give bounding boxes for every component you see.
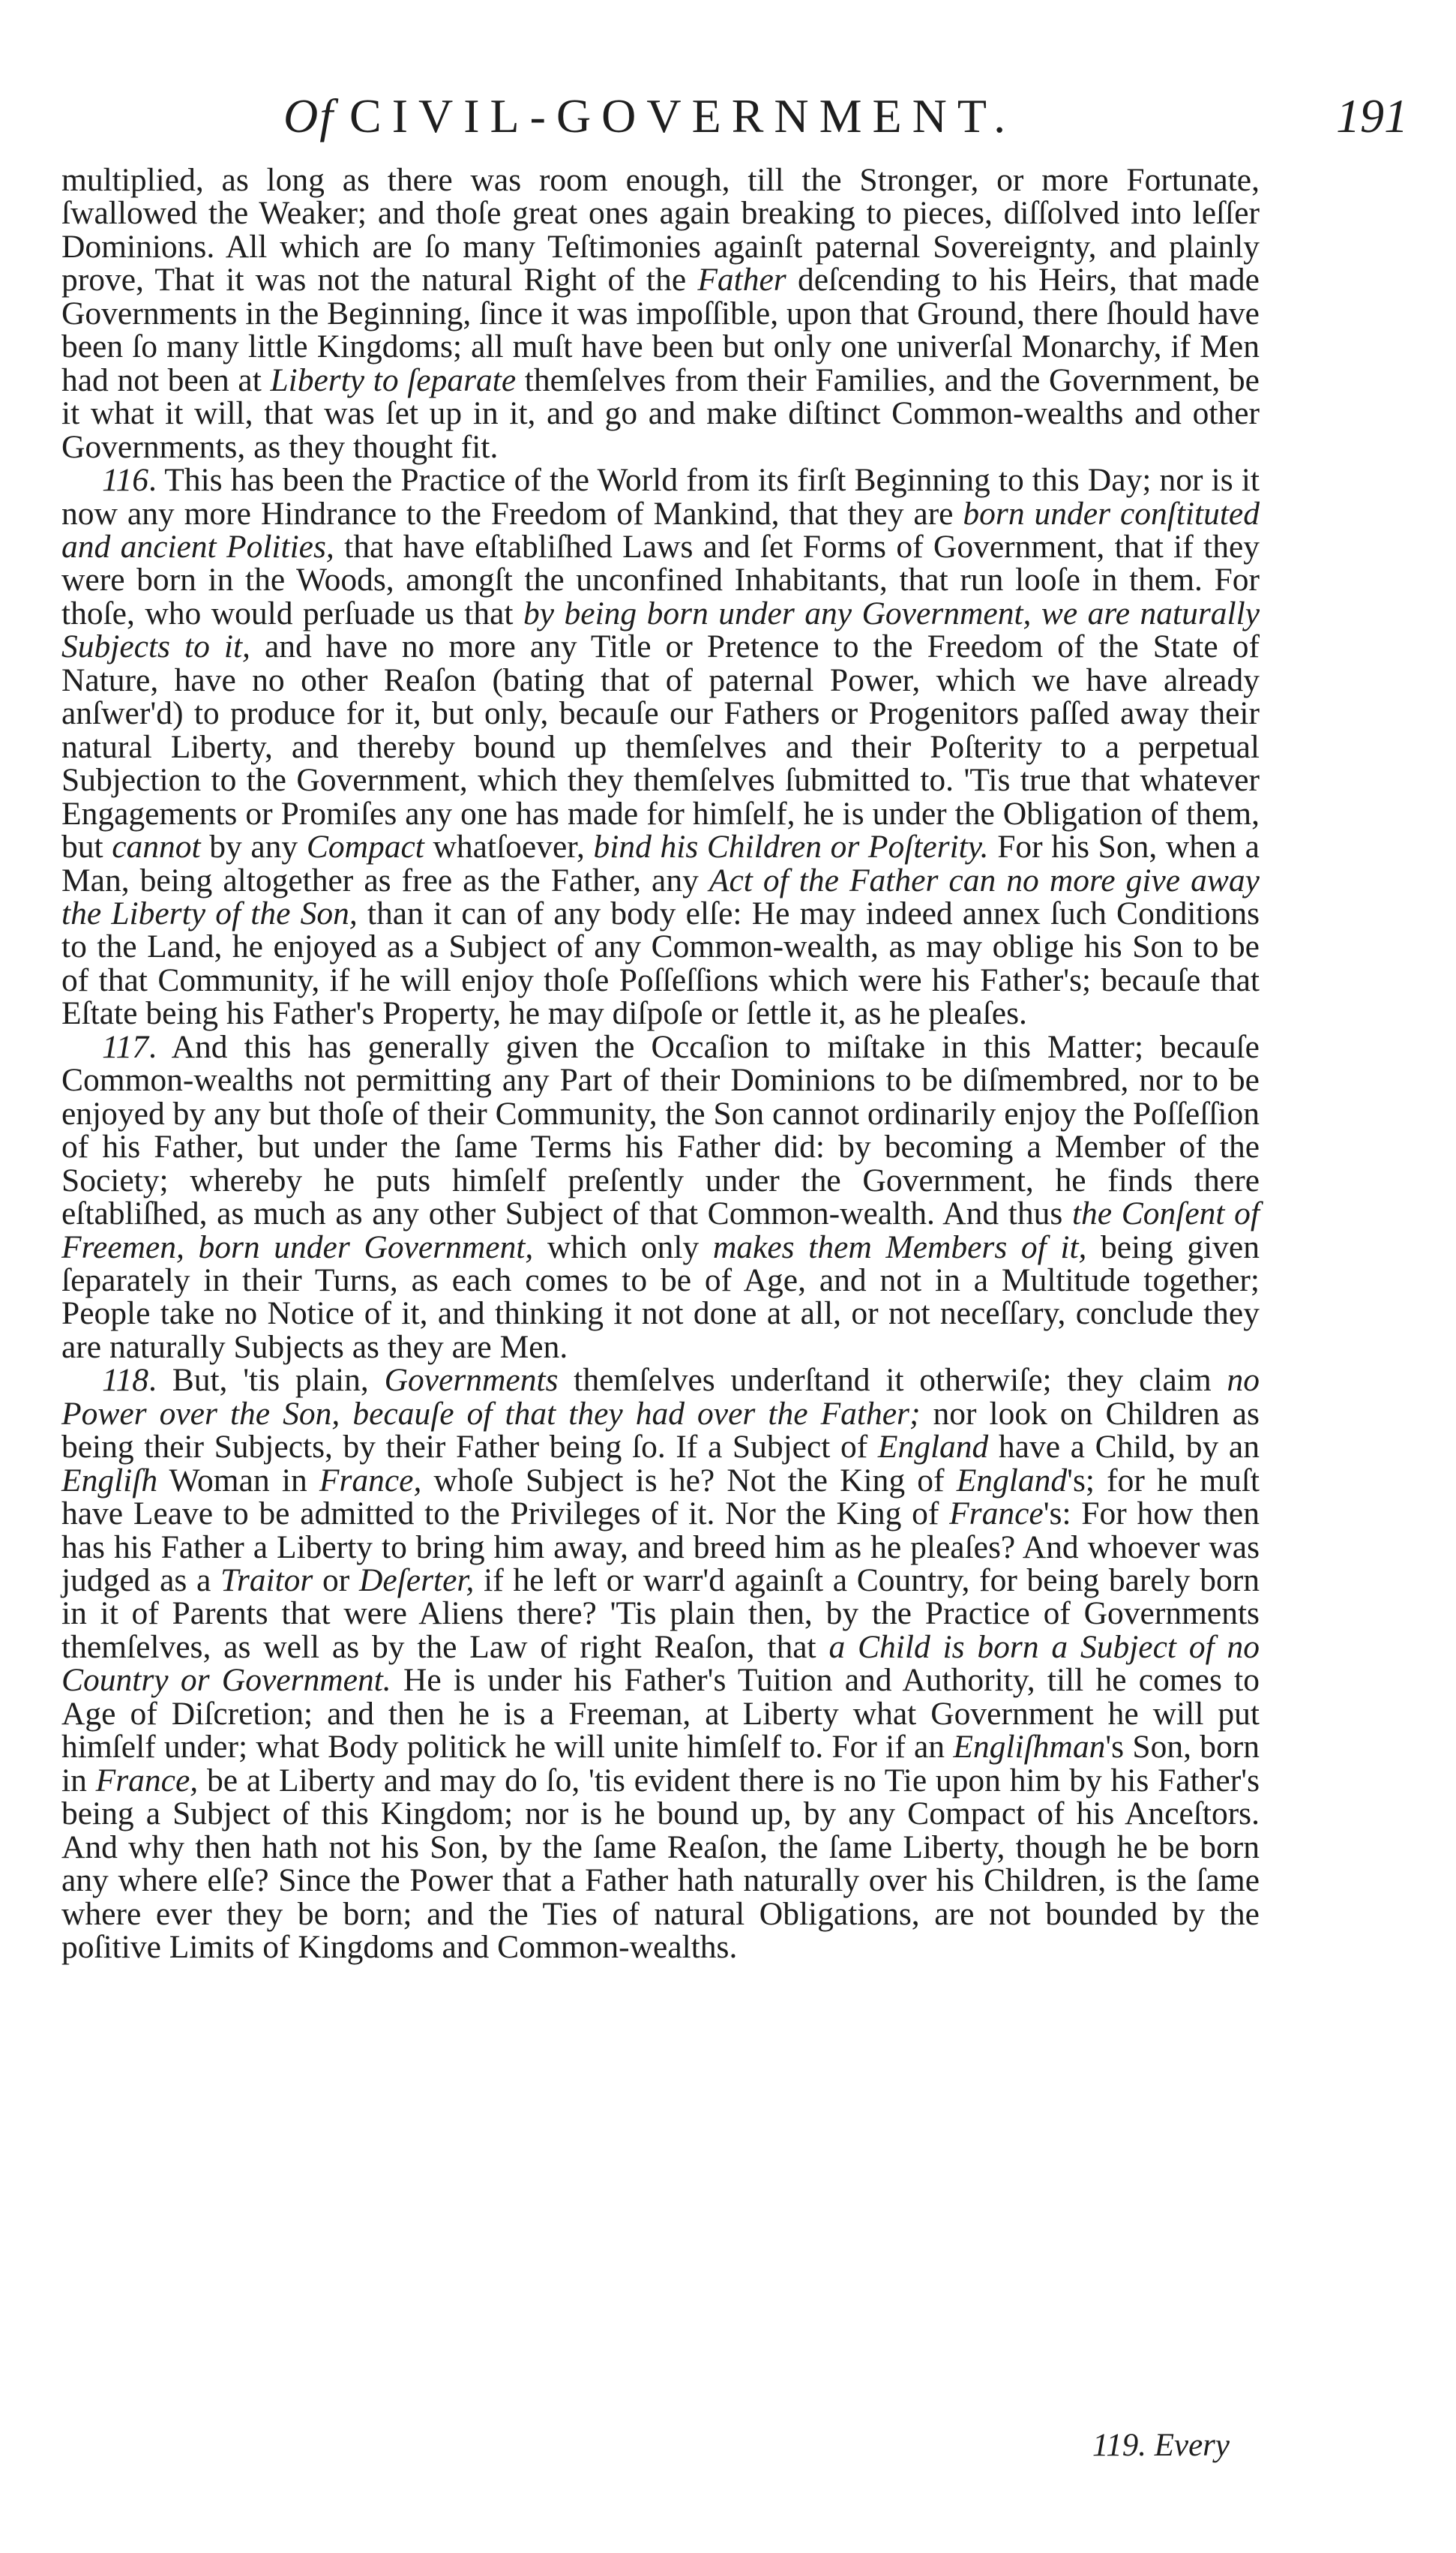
- italic-text-segment: France,: [95, 1762, 199, 1798]
- italic-text-segment: Engliſh: [61, 1462, 158, 1498]
- running-title: [283, 88, 1016, 144]
- italic-text-segment: Engliſhman: [953, 1729, 1106, 1766]
- text-segment: if he left or warr'd againſt a Country, for being barely born in it of Parents that were Aliens there? 'Tis plain then, by the Practice of Governments themſelves, as well as by the Law of right Reaſon, that: [61, 1562, 1260, 1665]
- paragraph: [61, 1030, 1260, 1364]
- italic-text-segment: Compact: [306, 829, 424, 866]
- italic-text-segment: a Child is born a Subject of no Country or Government.: [61, 1628, 1260, 1699]
- italic-text-segment: England: [877, 1429, 989, 1466]
- italic-text-segment: the Conſent of Freemen, born under Government,: [61, 1196, 1260, 1265]
- text-segment: or: [313, 1562, 359, 1599]
- text-segment: be at Liberty and may do ſo, 'tis evident there is no Tie upon him by his Father's being a Subject of this Kingdom; nor is he bound up, by any Compact of his Anceſtors. And why then hath not his Son, by the ſame Reaſon, the ſame Liberty, though he be born any where elſe? Since the Power that a Father hath naturally over his Children, is the ſame where ever they be born; and the Ties of natural Obligations, are not bounded by the poſitive Limits of Kingdoms and Common-wealths.: [61, 1762, 1260, 1966]
- catchword: 119. Every: [1092, 2428, 1230, 2463]
- text-segment: and have no more any Title or Pretence to the Freedom of the State of Nature, have no other Reaſon (bating that of paternal Power, which we have already anſwer'd) to produce for it, but only, becauſe our Fathers or Progenitors paſſed away their natural Liberty, and thereby bound up themſelves and their Poſterity to a perpetual Subjection to the Government, which they themſelves ſubmitted to. 'Tis true that whatever Engagements or Promiſes any one has made for himſelf, he is under the Obligation of them, but: [61, 628, 1260, 866]
- italic-text-segment: bind his Children or Poſterity.: [593, 829, 989, 866]
- text-segment: being given ſeparately in their Turns, as each comes to be of Age, and not in a Multitude together; People take no Notice of it, and thinking it not done at all, or not neceſſary, conclude they are naturally Subjects as they are Men.: [61, 1228, 1260, 1365]
- italic-text-segment: makes them Members of it,: [712, 1228, 1087, 1265]
- italic-text-segment: Father: [697, 262, 786, 298]
- text-segment: 's: For how then has his Father a Liberty to bring him away, and breed him as he pleaſes? And whoever was judged as a: [61, 1496, 1260, 1599]
- running-title-text: CIVIL-GOVERNMENT.: [349, 89, 1017, 142]
- text-segment: that have eſtabliſhed Laws and ſet Forms of Government, that if they were born in the Woods, amongſt the unconfined Inhabitants, that run looſe in them. For thoſe, who would perſuade us that: [61, 528, 1260, 632]
- text-segment: multiplied, as long as there was room enough, till the Stronger, or more Fortunate, ſwallowed the Weaker; and thoſe great ones again breaking to pieces, diſſolved into leſſer Dominions. All which are ſo many Teſtimonies againſt paternal Sovereignty, and plainly prove, That it was not the natural Right of the: [61, 162, 1260, 298]
- paragraph: [61, 1364, 1260, 1964]
- text-segment: . But, 'tis plain,: [148, 1362, 385, 1399]
- paragraph: [61, 464, 1260, 1030]
- italic-text-segment: France: [949, 1496, 1044, 1532]
- page-number: 191: [1336, 89, 1408, 142]
- italic-text-segment: Traitor: [220, 1562, 313, 1599]
- text-segment: which only: [533, 1228, 713, 1265]
- italic-text-segment: 118: [102, 1362, 149, 1399]
- italic-text-segment: France,: [319, 1462, 422, 1498]
- text-segment: Woman in: [157, 1462, 319, 1498]
- text-segment: themſelves underſtand it otherwiſe; they claim: [558, 1362, 1227, 1399]
- italic-text-segment: no Power over the Son, becauſe of that they had over the Father;: [61, 1362, 1260, 1432]
- text-segment: whoſe Subject is he? Not the King of: [421, 1462, 957, 1498]
- text-segment: have a Child, by an: [988, 1429, 1260, 1466]
- italic-text-segment: born under conſtituted and ancient Polities,: [61, 495, 1260, 565]
- italic-text-segment: Act of the Father can no more give away the Liberty of the Son,: [61, 862, 1260, 932]
- italic-text-segment: Liberty to ſeparate: [270, 362, 517, 398]
- text-segment: . And this has generally given the Occaſion to miſtake in this Matter; becauſe Common-wealths not permitting any Part of their Dominions to be diſmembred, nor to be enjoyed by any but thoſe of their Community, the Son cannot ordinarily enjoy the Poſſeſſion of his Father, but under the ſame Terms his Father did: by becoming a Member of the Society; whereby he puts himſelf preſently under the Government, he finds there eſtabliſhed, as much as any other Subject of that Common-wealth. And thus: [61, 1028, 1260, 1232]
- italic-text-segment: 117: [102, 1028, 149, 1065]
- text-segment: nor look on Children as being their Subjects, by their Father being ſo. If a Subject of: [61, 1395, 1260, 1466]
- text-segment: whatſoever,: [424, 829, 594, 866]
- text-segment: themſelves from their Families, and the Government, be it what it will, that was ſet up in it, and go and make diſtinct Common-wealths and other Governments, as they thought fit.: [61, 362, 1260, 465]
- italic-text-segment: by being born under any Government, we are naturally Subjects to it,: [61, 595, 1260, 665]
- text-segment: than it can of any body elſe: He may indeed annex ſuch Conditions to the Land, he enjoyed as a Subject of any Common-wealth, as may oblige his Son to be of that Community, if he will enjoy thoſe Poſſeſſions which were his Father's; becauſe that Eſtate being his Father's Property, he may diſpoſe or ſettle it, as he pleaſes.: [61, 895, 1260, 1032]
- page-header: [0, 88, 1456, 171]
- running-title-of: Of: [283, 89, 334, 142]
- italic-text-segment: Deſerter,: [359, 1562, 475, 1599]
- italic-text-segment: Governments: [384, 1362, 559, 1399]
- text-segment: He is under his Father's Tuition and Authority, till he comes to Age of Diſcretion; and then he is a Freeman, at Liberty what Government he will put himſelf under; what Body politick he will unite himſelf to. For if an: [61, 1662, 1260, 1766]
- text-segment: 's Son, born in: [61, 1729, 1260, 1798]
- body-text: [61, 164, 1260, 1964]
- italic-text-segment: England: [956, 1462, 1068, 1498]
- text-segment: . This has been the Practice of the World from its firſt Beginning to this Day; nor is it now any more Hindrance to the Freedom of Mankind, that they are: [61, 462, 1260, 532]
- text-segment: For his Son, when a Man, being altogether as free as the Father, any: [61, 829, 1260, 898]
- text-segment: by any: [200, 829, 307, 866]
- paragraph: [61, 164, 1260, 464]
- text-segment: deſcending to his Heirs, that made Governments in the Beginning, ſince it was impoſſible, upon that Ground, there ſhould have been ſo many little Kingdoms; all muſt have been but only one univerſal Monarchy, if Men had not been at: [61, 262, 1260, 398]
- italic-text-segment: 116: [102, 462, 149, 499]
- italic-text-segment: cannot: [112, 829, 201, 866]
- text-segment: 's; for he muſt have Leave to be admitted to the Privileges of it. Nor the King of: [61, 1462, 1260, 1532]
